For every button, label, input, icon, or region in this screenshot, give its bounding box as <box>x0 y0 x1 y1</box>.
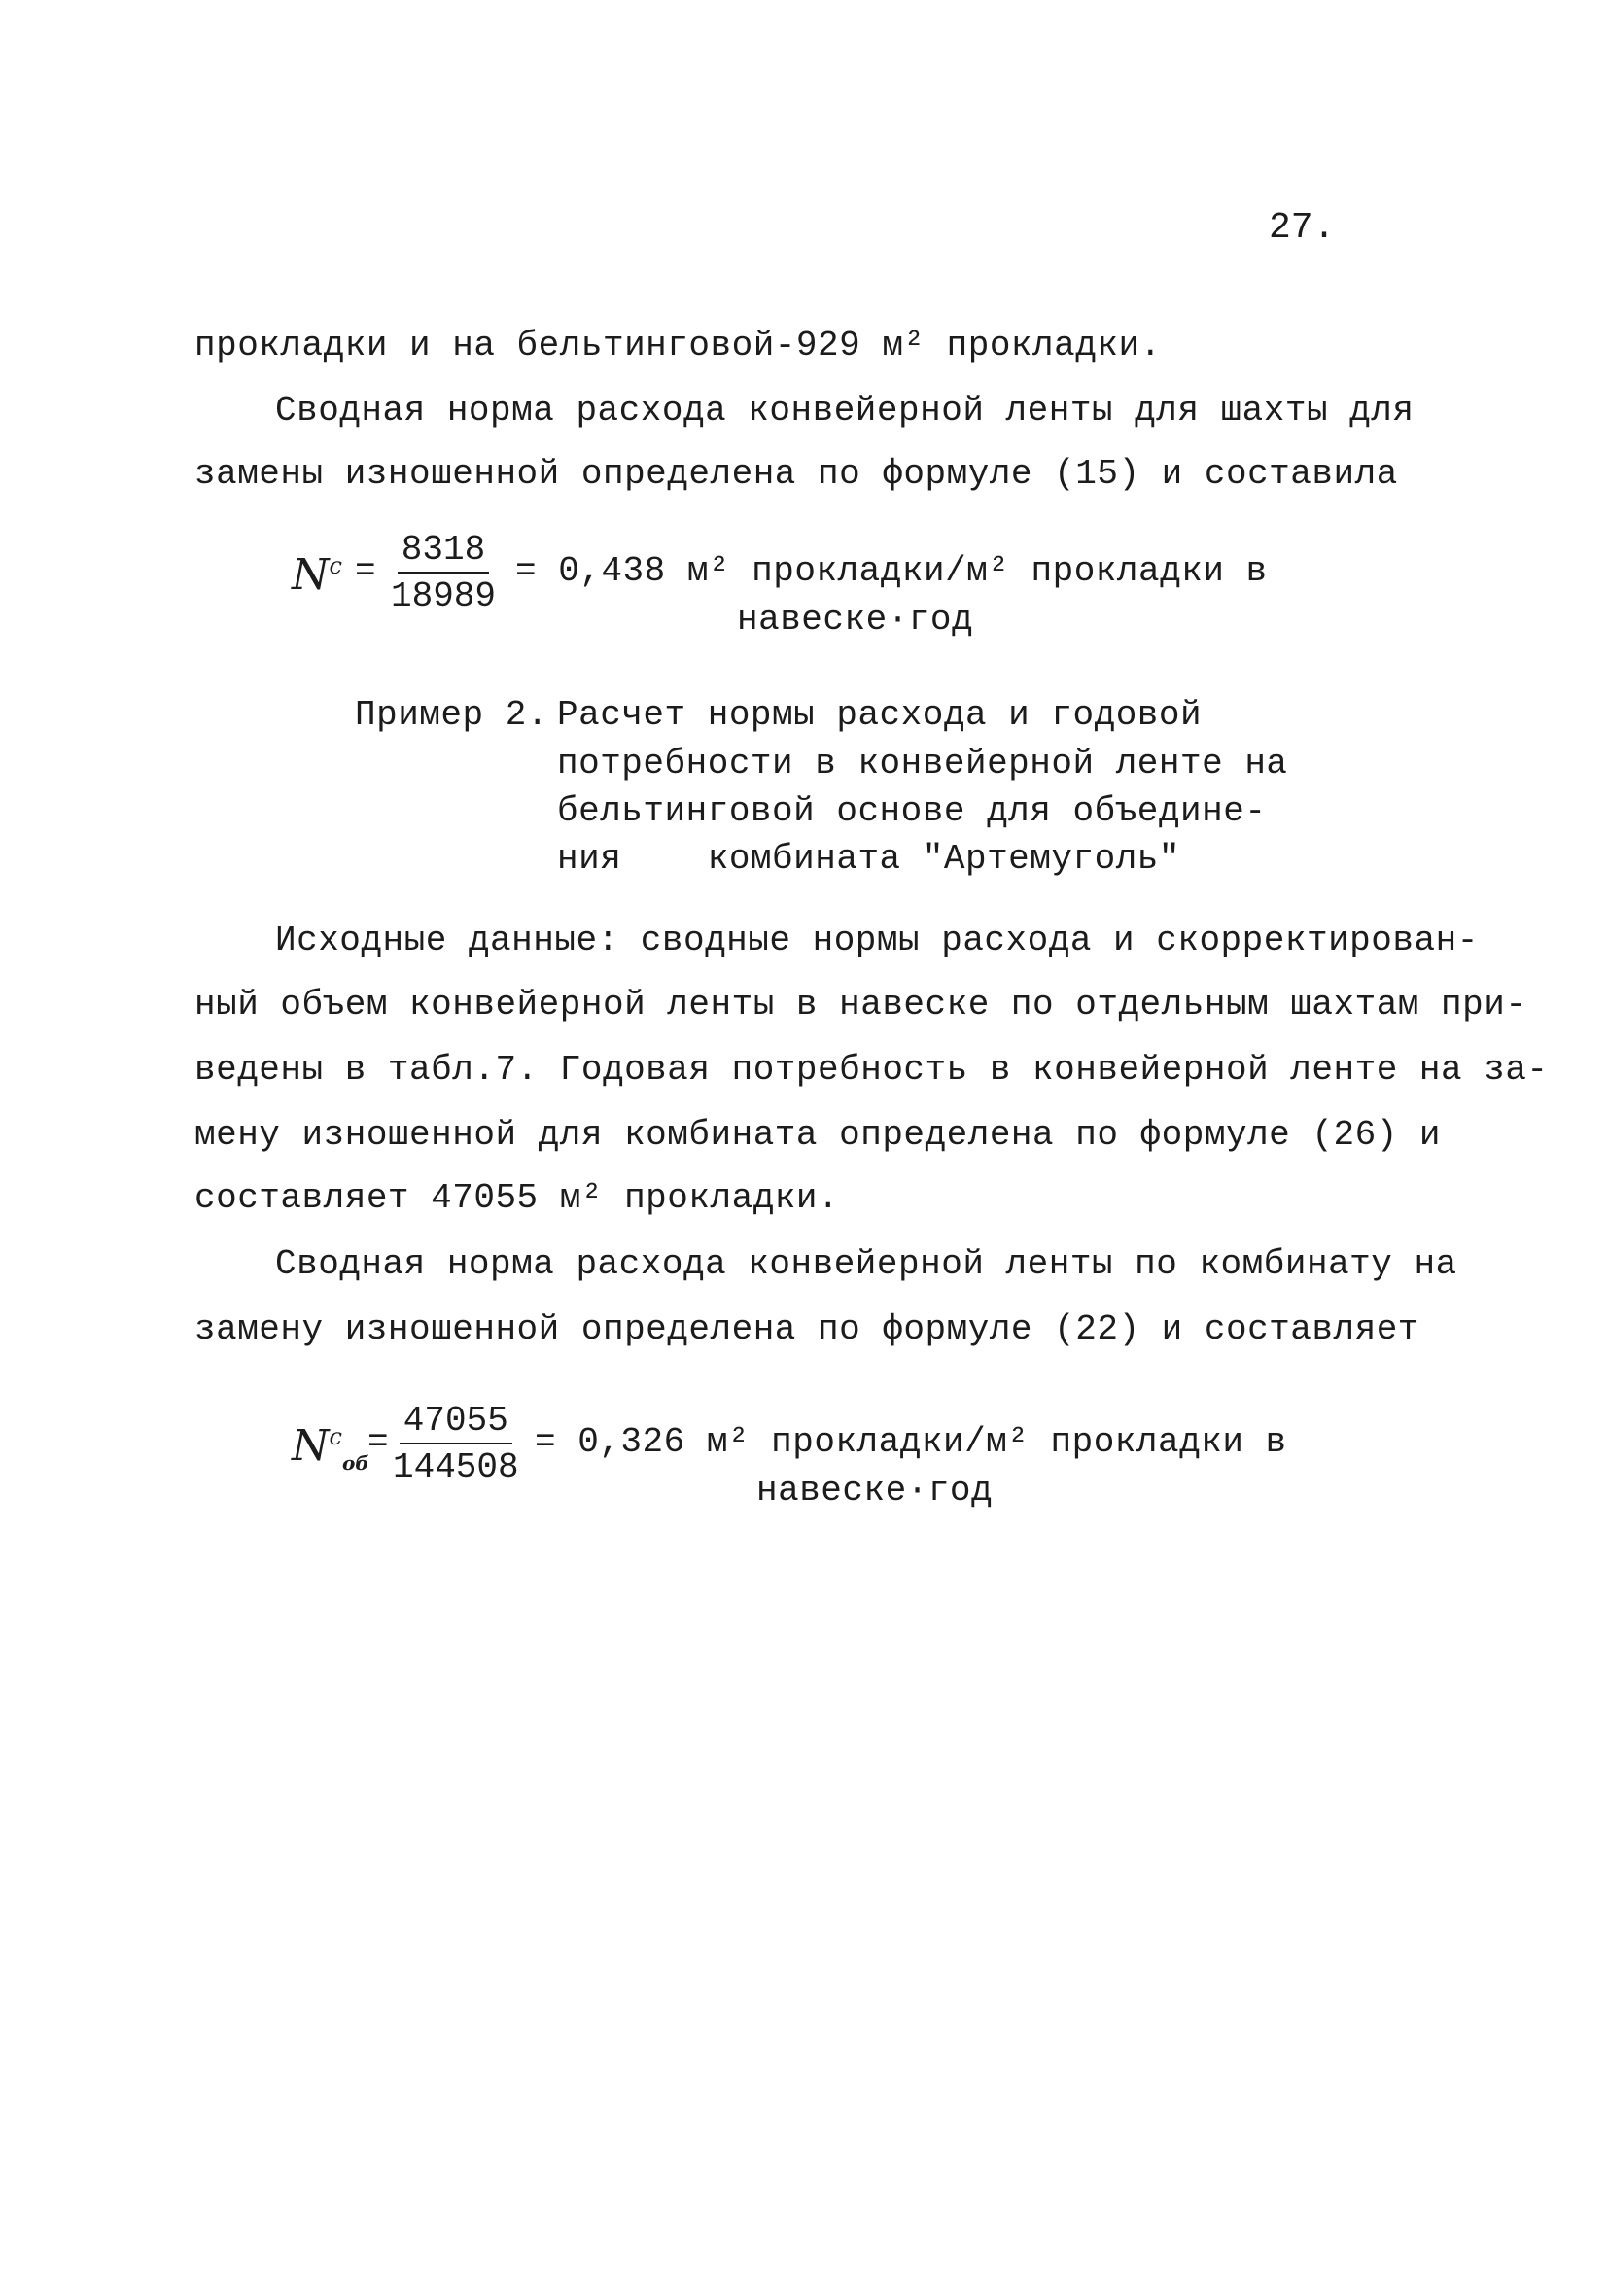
example-label: Пример 2. <box>355 695 548 735</box>
formula1-result-line2: навеске·год <box>737 600 974 640</box>
formula2-numerator: 47055 <box>400 1404 512 1444</box>
formula2-subscript: об <box>341 1451 369 1475</box>
example-line3: бельтинговой основе для объедине- <box>557 791 1267 831</box>
formula2-result-line2: навеске·год <box>756 1471 994 1511</box>
formula2-superscript: c <box>329 1423 342 1450</box>
formula1-superscript: c <box>329 552 342 579</box>
para3-line2: замену изношенной определена по формуле (22) и составляет <box>194 1309 1419 1349</box>
para1-line1: прокладки и на бельтинговой-929 м² прокладки. <box>194 326 1162 365</box>
formula1-fraction <box>391 530 497 616</box>
formula2-result: = 0,326 м² прокладки/м² прокладки в <box>535 1422 1287 1462</box>
example-line4: ния комбината "Артемуголь" <box>557 839 1181 879</box>
page-number: 27. <box>1269 207 1336 249</box>
formula2-fraction <box>393 1401 519 1487</box>
formula2-symbol: $N^c_{об}$ <box>292 1421 369 1475</box>
formula1-result: = 0,438 м² прокладки/м² прокладки в <box>515 551 1268 591</box>
para2-line4: мену изношенной для комбината определена по формуле (26) и <box>194 1115 1442 1155</box>
para3-line1: Сводная норма расхода конвейерной ленты по комбинату на <box>275 1244 1457 1284</box>
formula1-denominator: 18989 <box>391 576 497 616</box>
formula1-symbol: $N^c$ <box>292 550 342 600</box>
example-line2: потребности в конвейерной ленте на <box>557 744 1288 783</box>
para2-line1: Исходные данные: сводные нормы расхода и скорректирован- <box>275 921 1479 960</box>
formula2-equals: = <box>367 1422 390 1462</box>
para1-line3: замены изношенной определена по формуле (15) и составила <box>194 454 1398 494</box>
para2-line2: ный объем конвейерной ленты в навеске по отдельным шахтам при- <box>194 985 1527 1025</box>
para2-line3: ведены в табл.7. Годовая потребность в конвейерной ленте на за- <box>194 1050 1549 1090</box>
formula1-equals: = <box>355 551 377 591</box>
formula2-denominator: 144508 <box>393 1447 519 1487</box>
formula1-numerator: 8318 <box>398 533 489 574</box>
example-line1: Расчет нормы расхода и годовой <box>557 695 1203 735</box>
para1-line2: Сводная норма расхода конвейерной ленты для шахты для <box>275 391 1415 431</box>
para2-line5: составляет 47055 м² прокладки. <box>194 1178 840 1218</box>
